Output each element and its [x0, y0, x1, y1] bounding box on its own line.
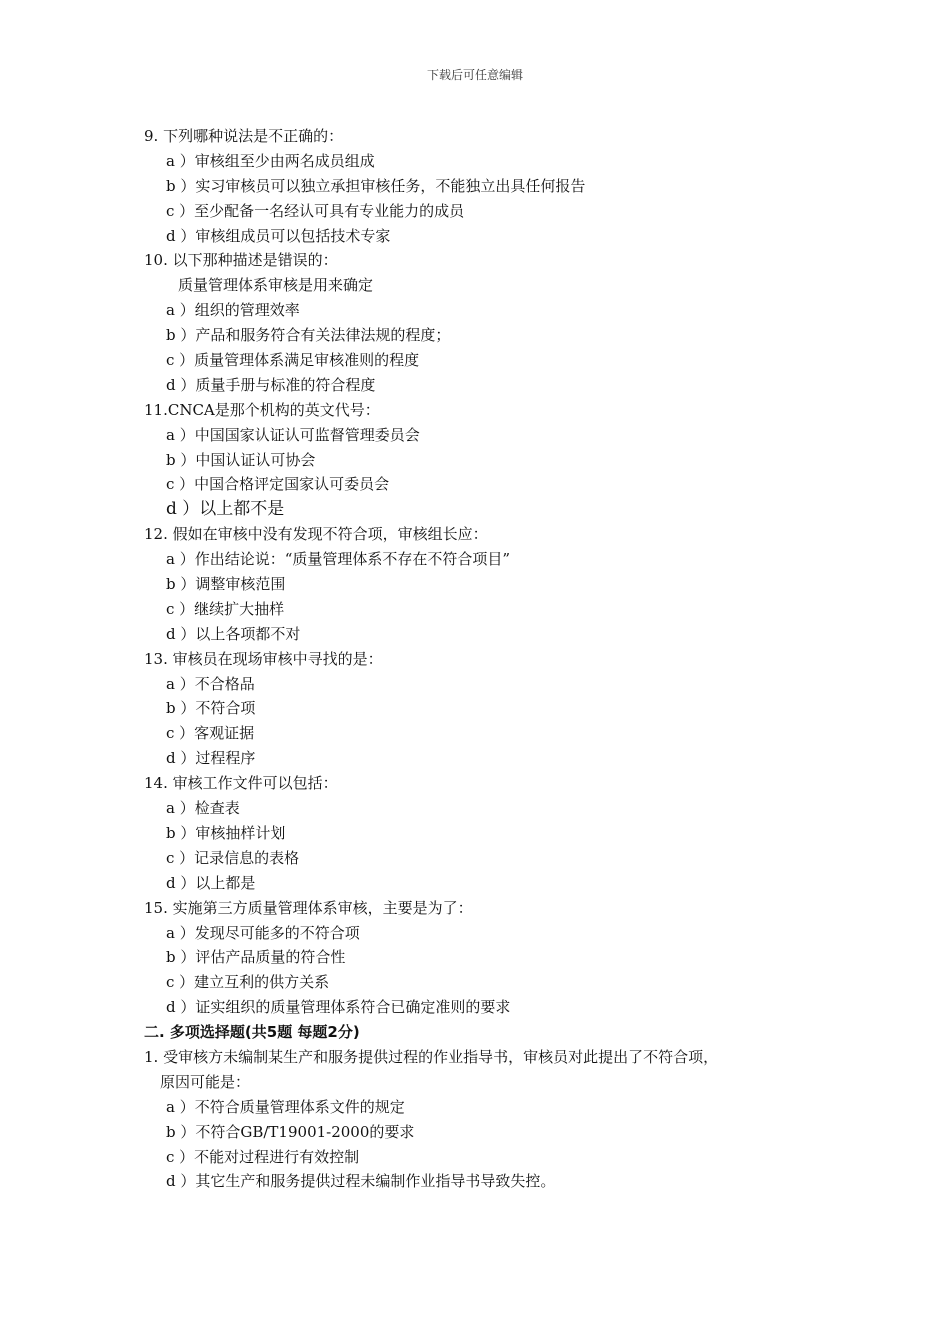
- option-line: c ）不能对过程进行有效控制: [166, 1147, 360, 1166]
- question-line: 11.CNCA是那个机构的英文代号：: [144, 400, 380, 419]
- option-line: c ）继续扩大抽样: [166, 599, 285, 618]
- question-line: 14. 审核工作文件可以包括：: [144, 774, 338, 793]
- option-line: d ）证实组织的质量管理体系符合已确定准则的要求: [166, 998, 511, 1017]
- option-line: b ）评估产品质量的符合性: [166, 948, 346, 967]
- option-line: b ）调整审核范围: [166, 575, 286, 594]
- option-line: b ）实习审核员可以独立承担审核任务，不能独立出具任何报告: [166, 176, 586, 195]
- option-line: d ）以上都是: [166, 873, 256, 892]
- option-line: a ）作出结论说：“质量管理体系不存在不符合项目”: [166, 550, 511, 569]
- option-line: c ）记录信息的表格: [166, 848, 300, 867]
- option-line: d ）以上都不是: [166, 499, 285, 520]
- option-line: a ）不符合质量管理体系文件的规定: [166, 1097, 405, 1116]
- question-line: 13. 审核员在现场审核中寻找的是：: [144, 649, 383, 668]
- option-line: d ）其它生产和服务提供过程未编制作业指导书导致失控。: [166, 1172, 556, 1191]
- option-line: a ）不合格品: [166, 674, 255, 693]
- question-line: 9. 下列哪种说法是不正确的：: [144, 127, 344, 145]
- document-body: [144, 124, 824, 1194]
- question-line: 12. 假如在审核中没有发现不符合项，审核组长应：: [144, 525, 488, 544]
- page-header: 下载后可任意编辑: [426, 68, 523, 82]
- option-line: d ）质量手册与标准的符合程度: [166, 375, 376, 394]
- option-line: a ）组织的管理效率: [166, 301, 300, 320]
- option-line: a ）中国国家认证认可监督管理委员会: [166, 425, 420, 444]
- question-line: 10. 以下那种描述是错误的：: [144, 251, 338, 270]
- option-line: c ）中国合格评定国家认可委员会: [166, 475, 390, 494]
- option-line: d ）过程程序: [166, 749, 256, 768]
- option-line: b ）审核抽样计划: [166, 823, 286, 842]
- option-line: a ）发现尽可能多的不符合项: [166, 923, 360, 942]
- option-line: b ）产品和服务符合有关法律法规的程度；: [166, 326, 451, 345]
- option-line: b ）不符合GB/T19001-2000的要求: [166, 1122, 415, 1141]
- option-line: d ）以上各项都不对: [166, 624, 301, 643]
- option-line: a ）审核组至少由两名成员组成: [166, 151, 375, 170]
- option-line: c ）客观证据: [166, 724, 255, 743]
- question-line: 1. 受审核方未编制某生产和服务提供过程的作业指导书，审核员对此提出了不符合项，: [144, 1047, 719, 1066]
- option-line: c ）质量管理体系满足审核准则的程度: [166, 351, 420, 370]
- question-line: 15. 实施第三方质量管理体系审核，主要是为了：: [144, 898, 473, 917]
- text-line: 原因可能是：: [160, 1072, 251, 1091]
- question-line: 二. 多项选择题(共5题 每题2分): [144, 1023, 360, 1042]
- option-line: d ）审核组成员可以包括技术专家: [166, 226, 391, 245]
- option-line: a ）检查表: [166, 799, 240, 818]
- text-line: 质量管理体系审核是用来确定: [178, 276, 374, 295]
- option-line: c ）建立互利的供方关系: [166, 973, 330, 992]
- option-line: b ）中国认证认可协会: [166, 450, 316, 469]
- option-line: b ）不符合项: [166, 699, 256, 718]
- option-line: c ）至少配备一名经认可具有专业能力的成员: [166, 201, 465, 220]
